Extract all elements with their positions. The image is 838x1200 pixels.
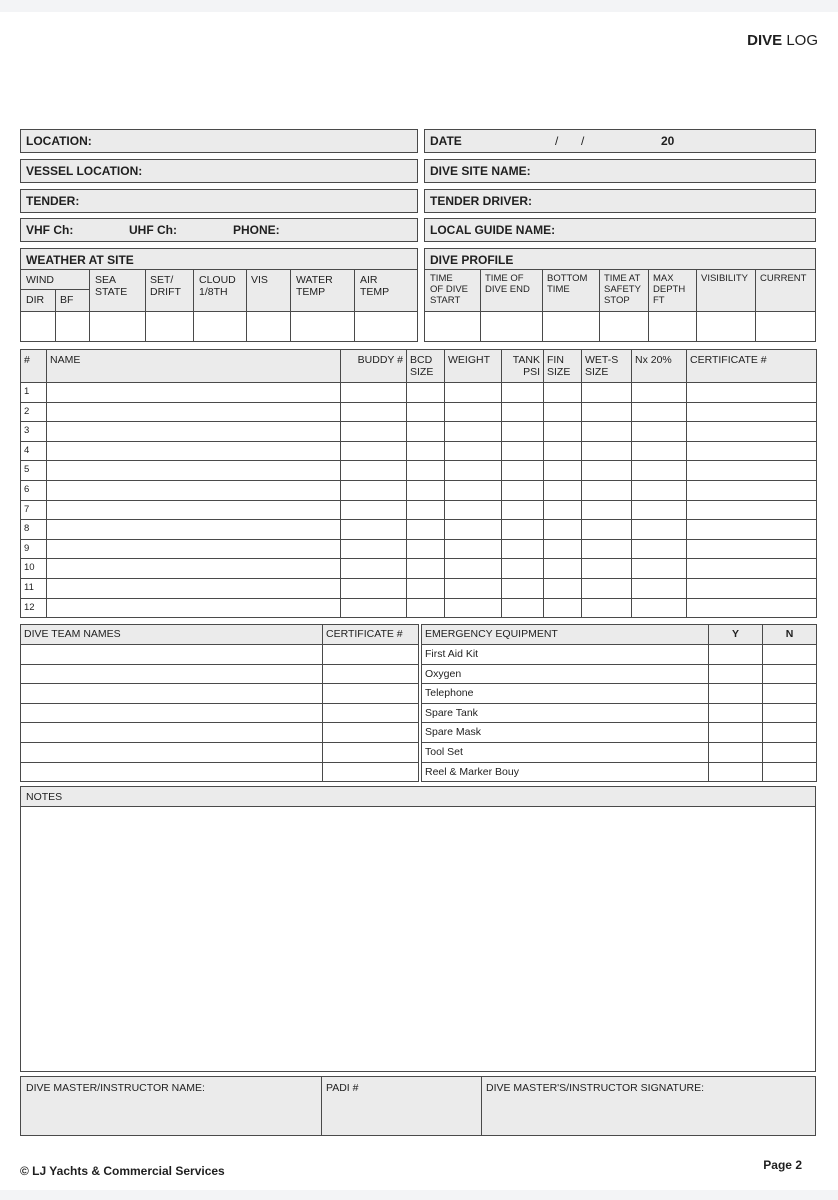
team-cert-cell[interactable] [323, 762, 419, 782]
diver-table [20, 349, 817, 618]
emergency-item-label: Telephone [422, 684, 709, 704]
tender-driver-field[interactable] [424, 189, 816, 213]
diver-cell[interactable] [445, 480, 502, 500]
diver-cell[interactable] [445, 461, 502, 481]
emergency-n-cell[interactable] [763, 762, 817, 782]
diver-cell[interactable] [341, 500, 407, 520]
diver-cell[interactable] [341, 480, 407, 500]
diver-cell[interactable] [632, 480, 687, 500]
max-depth-label-3: FT [653, 295, 665, 306]
diver-row [21, 480, 817, 500]
diver-cell[interactable] [47, 441, 341, 461]
vessel-location-label: VESSEL LOCATION: [26, 164, 143, 178]
diver-row-number: 6 [21, 480, 47, 500]
diver-cell[interactable] [445, 598, 502, 618]
emergency-y-cell[interactable] [709, 742, 763, 762]
dm-name-field[interactable] [21, 1077, 321, 1135]
diver-cell[interactable] [582, 480, 632, 500]
diver-row-number: 10 [21, 559, 47, 579]
team-cert-cell[interactable] [323, 703, 419, 723]
diver-cell[interactable] [632, 520, 687, 540]
wind-label: WIND [26, 274, 54, 286]
diver-cell[interactable] [407, 578, 445, 598]
date-field[interactable] [424, 129, 816, 153]
diver-row [21, 578, 817, 598]
diver-cell[interactable] [445, 441, 502, 461]
diver-cell[interactable] [502, 402, 544, 422]
emergency-y-cell[interactable] [709, 762, 763, 782]
set-drift-label-2: DRIFT [150, 286, 181, 298]
water-temp-label-2: TEMP [296, 286, 326, 298]
emergency-table [421, 624, 817, 782]
diver-cell[interactable] [47, 520, 341, 540]
tender-field[interactable] [20, 189, 418, 213]
diver-cell[interactable] [632, 559, 687, 579]
title-rest: LOG [786, 32, 818, 49]
emergency-n-cell[interactable] [763, 645, 817, 665]
emergency-row [422, 703, 817, 723]
col-tank [502, 350, 544, 383]
diver-cell[interactable] [632, 461, 687, 481]
diver-cell[interactable] [582, 461, 632, 481]
set-drift-label-1: SET/ [150, 274, 174, 286]
diver-cell[interactable] [582, 539, 632, 559]
phone-label: PHONE: [233, 223, 280, 237]
emergency-row [422, 645, 817, 665]
diver-cell[interactable] [502, 461, 544, 481]
bf-label: BF [60, 294, 74, 306]
diver-cell[interactable] [687, 520, 817, 540]
emergency-item-label: Tool Set [422, 742, 709, 762]
date-year: 20 [661, 134, 675, 148]
page-number: Page 2 [763, 1158, 802, 1172]
diver-cell[interactable] [544, 461, 582, 481]
team-cert-cell[interactable] [323, 645, 419, 665]
emergency-row [422, 742, 817, 762]
sea-state-label-2: STATE [95, 286, 128, 298]
diver-row [21, 520, 817, 540]
diver-cell[interactable] [582, 441, 632, 461]
radio-phone-field[interactable] [20, 218, 418, 242]
diver-cell[interactable] [582, 598, 632, 618]
diver-row-number: 7 [21, 500, 47, 520]
diver-cell[interactable] [445, 559, 502, 579]
air-temp-label-1: AIR [360, 274, 378, 286]
diver-cell[interactable] [341, 598, 407, 618]
vhf-label: VHF Ch: [26, 223, 74, 237]
time-end-label-1: TIME OF [485, 273, 524, 284]
diver-cell[interactable] [544, 598, 582, 618]
diver-row-number: 8 [21, 520, 47, 540]
emergency-header: EMERGENCY EQUIPMENT [422, 625, 709, 645]
emergency-n-header: N [763, 625, 817, 645]
emergency-y-cell[interactable] [709, 645, 763, 665]
diver-cell[interactable] [502, 500, 544, 520]
emergency-n-cell[interactable] [763, 703, 817, 723]
diver-cell[interactable] [341, 441, 407, 461]
col-wets-1: WET-S [585, 354, 619, 366]
team-table [20, 624, 419, 782]
weather-title: WEATHER AT SITE [26, 253, 134, 267]
local-guide-field[interactable] [424, 218, 816, 242]
diver-cell[interactable] [632, 422, 687, 442]
diver-cell[interactable] [47, 461, 341, 481]
diver-cell[interactable] [544, 578, 582, 598]
diver-row [21, 441, 817, 461]
diver-cell[interactable] [47, 559, 341, 579]
diver-cell[interactable] [47, 500, 341, 520]
diver-row [21, 500, 817, 520]
vis-label: VIS [251, 274, 268, 286]
diver-cell[interactable] [582, 578, 632, 598]
diver-cell[interactable] [445, 520, 502, 540]
team-row [21, 762, 419, 782]
diver-cell[interactable] [687, 441, 817, 461]
diver-row [21, 559, 817, 579]
emergency-y-cell[interactable] [709, 664, 763, 684]
diver-row-number: 9 [21, 539, 47, 559]
emergency-n-cell[interactable] [763, 723, 817, 743]
team-row [21, 723, 419, 743]
diver-cell[interactable] [47, 422, 341, 442]
diver-cell[interactable] [407, 402, 445, 422]
diver-cell[interactable] [407, 480, 445, 500]
diver-cell[interactable] [341, 559, 407, 579]
diver-cell[interactable] [341, 461, 407, 481]
team-name-cell[interactable] [21, 645, 323, 665]
padi-field[interactable] [321, 1077, 481, 1135]
col-fin [544, 350, 582, 383]
team-row [21, 645, 419, 665]
diver-cell[interactable] [407, 598, 445, 618]
diver-row [21, 461, 817, 481]
diver-cell[interactable] [445, 402, 502, 422]
diver-cell[interactable] [407, 500, 445, 520]
team-name-cell[interactable] [21, 742, 323, 762]
diver-cell[interactable] [341, 422, 407, 442]
diver-cell[interactable] [687, 480, 817, 500]
team-cert-header: CERTIFICATE # [323, 625, 419, 645]
col-nx: Nx 20% [632, 350, 687, 383]
dive-site-name-field[interactable] [424, 159, 816, 183]
col-cert: CERTIFICATE # [687, 350, 817, 383]
diver-cell[interactable] [445, 539, 502, 559]
diver-cell[interactable] [502, 520, 544, 540]
bottom-time-label-2: TIME [547, 284, 570, 295]
emergency-y-cell[interactable] [709, 703, 763, 723]
diver-cell[interactable] [687, 500, 817, 520]
diver-cell[interactable] [445, 578, 502, 598]
emergency-row [422, 684, 817, 704]
location-label: LOCATION: [26, 134, 92, 148]
team-name-cell[interactable] [21, 723, 323, 743]
diver-cell[interactable] [582, 402, 632, 422]
team-name-cell[interactable] [21, 664, 323, 684]
copyright-text: © LJ Yachts & Commercial Services [20, 1164, 225, 1178]
diver-cell[interactable] [632, 500, 687, 520]
diver-cell[interactable] [502, 598, 544, 618]
diver-cell[interactable] [502, 441, 544, 461]
diver-cell[interactable] [502, 383, 544, 403]
team-row [21, 742, 419, 762]
team-row [21, 664, 419, 684]
emergency-item-label: First Aid Kit [422, 645, 709, 665]
col-tank-2: PSI [523, 366, 540, 378]
diver-cell[interactable] [47, 383, 341, 403]
diver-cell[interactable] [687, 461, 817, 481]
diver-cell[interactable] [687, 539, 817, 559]
emergency-item-label: Reel & Marker Bouy [422, 762, 709, 782]
diver-cell[interactable] [582, 500, 632, 520]
diver-cell[interactable] [687, 559, 817, 579]
diver-cell[interactable] [502, 480, 544, 500]
diver-cell[interactable] [687, 422, 817, 442]
diver-cell[interactable] [407, 422, 445, 442]
air-temp-label-2: TEMP [360, 286, 390, 298]
team-name-cell[interactable] [21, 684, 323, 704]
emergency-row [422, 762, 817, 782]
col-num: # [21, 350, 47, 383]
diver-cell[interactable] [407, 461, 445, 481]
padi-label: PADI # [326, 1082, 359, 1094]
col-fin-2: SIZE [547, 366, 571, 378]
diver-cell[interactable] [47, 480, 341, 500]
signature-field[interactable] [481, 1077, 815, 1135]
weather-section [20, 248, 418, 342]
diver-cell[interactable] [632, 402, 687, 422]
diver-cell[interactable] [582, 422, 632, 442]
team-name-cell[interactable] [21, 762, 323, 782]
diver-cell[interactable] [582, 520, 632, 540]
col-name: NAME [47, 350, 341, 383]
vessel-location-field[interactable] [20, 159, 418, 183]
diver-cell[interactable] [341, 539, 407, 559]
diver-cell[interactable] [687, 578, 817, 598]
safety-stop-label-1: TIME AT [604, 273, 641, 284]
uhf-label: UHF Ch: [129, 223, 177, 237]
visibility-label: VISIBILITY [701, 273, 748, 284]
diver-cell[interactable] [407, 383, 445, 403]
diver-cell[interactable] [47, 539, 341, 559]
emergency-item-label: Oxygen [422, 664, 709, 684]
emergency-item-label: Spare Tank [422, 703, 709, 723]
emergency-row [422, 723, 817, 743]
notes-label: NOTES [26, 791, 63, 803]
diver-cell[interactable] [407, 441, 445, 461]
team-name-cell[interactable] [21, 703, 323, 723]
dir-label: DIR [26, 294, 45, 306]
emergency-rows [422, 645, 817, 782]
team-row [21, 703, 419, 723]
col-buddy: BUDDY # [341, 350, 407, 383]
emergency-row [422, 664, 817, 684]
title-bold: DIVE [747, 32, 783, 49]
diver-row [21, 422, 817, 442]
diver-row [21, 598, 817, 618]
diver-cell[interactable] [47, 402, 341, 422]
diver-row-number: 12 [21, 598, 47, 618]
team-rows [21, 645, 419, 782]
diver-cell[interactable] [544, 422, 582, 442]
page-title [747, 32, 818, 49]
team-cert-cell[interactable] [323, 664, 419, 684]
team-cert-cell[interactable] [323, 742, 419, 762]
water-temp-label-1: WATER [296, 274, 333, 286]
emergency-item-label: Spare Mask [422, 723, 709, 743]
diver-cell[interactable] [445, 500, 502, 520]
team-cert-cell[interactable] [323, 723, 419, 743]
diver-cell[interactable] [687, 402, 817, 422]
diver-cell[interactable] [502, 539, 544, 559]
diver-cell[interactable] [544, 520, 582, 540]
dive-log-page [0, 12, 838, 1190]
notes-section[interactable] [20, 786, 816, 1072]
tender-label: TENDER: [26, 194, 80, 208]
diver-cell[interactable] [544, 559, 582, 579]
diver-cell[interactable] [47, 598, 341, 618]
col-bcd [407, 350, 445, 383]
diver-cell[interactable] [502, 559, 544, 579]
signoff-section [20, 1076, 816, 1136]
team-cert-cell[interactable] [323, 684, 419, 704]
dm-name-label: DIVE MASTER/INSTRUCTOR NAME: [26, 1082, 205, 1094]
diver-cell[interactable] [687, 598, 817, 618]
diver-cell[interactable] [502, 422, 544, 442]
time-start-label-1: TIME [430, 273, 453, 284]
diver-cell[interactable] [47, 578, 341, 598]
diver-cell[interactable] [544, 539, 582, 559]
diver-cell[interactable] [407, 539, 445, 559]
diver-cell[interactable] [407, 520, 445, 540]
local-guide-label: LOCAL GUIDE NAME: [430, 223, 556, 237]
emergency-n-cell[interactable] [763, 664, 817, 684]
col-fin-1: FIN [547, 354, 564, 366]
current-label: CURRENT [760, 273, 807, 284]
cloud-label-2: 1/8TH [199, 286, 228, 298]
col-weight: WEIGHT [445, 350, 502, 383]
signature-label: DIVE MASTER'S/INSTRUCTOR SIGNATURE: [486, 1082, 705, 1094]
team-names-header: DIVE TEAM NAMES [21, 625, 323, 645]
diver-cell[interactable] [544, 500, 582, 520]
diver-cell[interactable] [341, 520, 407, 540]
diver-cell[interactable] [341, 402, 407, 422]
diver-row-number: 11 [21, 578, 47, 598]
date-separator-1: / [555, 134, 559, 148]
diver-cell[interactable] [632, 383, 687, 403]
max-depth-label-2: DEPTH [653, 284, 686, 295]
diver-cell[interactable] [544, 402, 582, 422]
diver-row [21, 402, 817, 422]
time-start-label-3: START [430, 295, 461, 306]
diver-cell[interactable] [687, 383, 817, 403]
cloud-label-1: CLOUD [199, 274, 236, 286]
safety-stop-label-2: SAFETY [604, 284, 641, 295]
diver-cell[interactable] [632, 598, 687, 618]
dive-profile-title: DIVE PROFILE [430, 253, 514, 267]
date-label: DATE [430, 134, 462, 148]
diver-cell[interactable] [502, 578, 544, 598]
diver-row-number: 1 [21, 383, 47, 403]
sea-state-label-1: SEA [95, 274, 117, 286]
diver-cell[interactable] [544, 441, 582, 461]
diver-cell[interactable] [632, 539, 687, 559]
diver-cell[interactable] [445, 422, 502, 442]
col-bcd-1: BCD [410, 354, 433, 366]
diver-cell[interactable] [632, 578, 687, 598]
dive-site-name-label: DIVE SITE NAME: [430, 164, 531, 178]
col-wets-2: SIZE [585, 366, 609, 378]
diver-cell[interactable] [632, 441, 687, 461]
diver-rows [21, 383, 817, 618]
diver-cell[interactable] [341, 383, 407, 403]
time-start-label-2: OF DIVE [430, 284, 469, 295]
diver-cell[interactable] [341, 578, 407, 598]
date-separator-2: / [581, 134, 585, 148]
diver-row-number: 3 [21, 422, 47, 442]
bottom-time-label-1: BOTTOM [547, 273, 588, 284]
safety-stop-label-3: STOP [604, 295, 630, 306]
diver-row-number: 4 [21, 441, 47, 461]
time-end-label-2: DIVE END [485, 284, 530, 295]
emergency-n-cell[interactable] [763, 684, 817, 704]
diver-cell[interactable] [544, 383, 582, 403]
emergency-n-cell[interactable] [763, 742, 817, 762]
col-bcd-2: SIZE [410, 366, 434, 378]
emergency-y-header: Y [709, 625, 763, 645]
diver-cell[interactable] [407, 559, 445, 579]
col-wets [582, 350, 632, 383]
diver-cell[interactable] [582, 383, 632, 403]
diver-cell[interactable] [582, 559, 632, 579]
location-field[interactable] [20, 129, 418, 153]
max-depth-label-1: MAX [653, 273, 674, 284]
diver-row [21, 383, 817, 403]
diver-cell[interactable] [445, 383, 502, 403]
diver-cell[interactable] [544, 480, 582, 500]
diver-row-number: 2 [21, 402, 47, 422]
team-row [21, 684, 419, 704]
emergency-y-cell[interactable] [709, 684, 763, 704]
diver-table-header [21, 350, 817, 383]
col-tank-1: TANK [512, 354, 540, 366]
diver-row [21, 539, 817, 559]
emergency-y-cell[interactable] [709, 723, 763, 743]
dive-profile-section [424, 248, 816, 342]
tender-driver-label: TENDER DRIVER: [430, 194, 533, 208]
diver-row-number: 5 [21, 461, 47, 481]
